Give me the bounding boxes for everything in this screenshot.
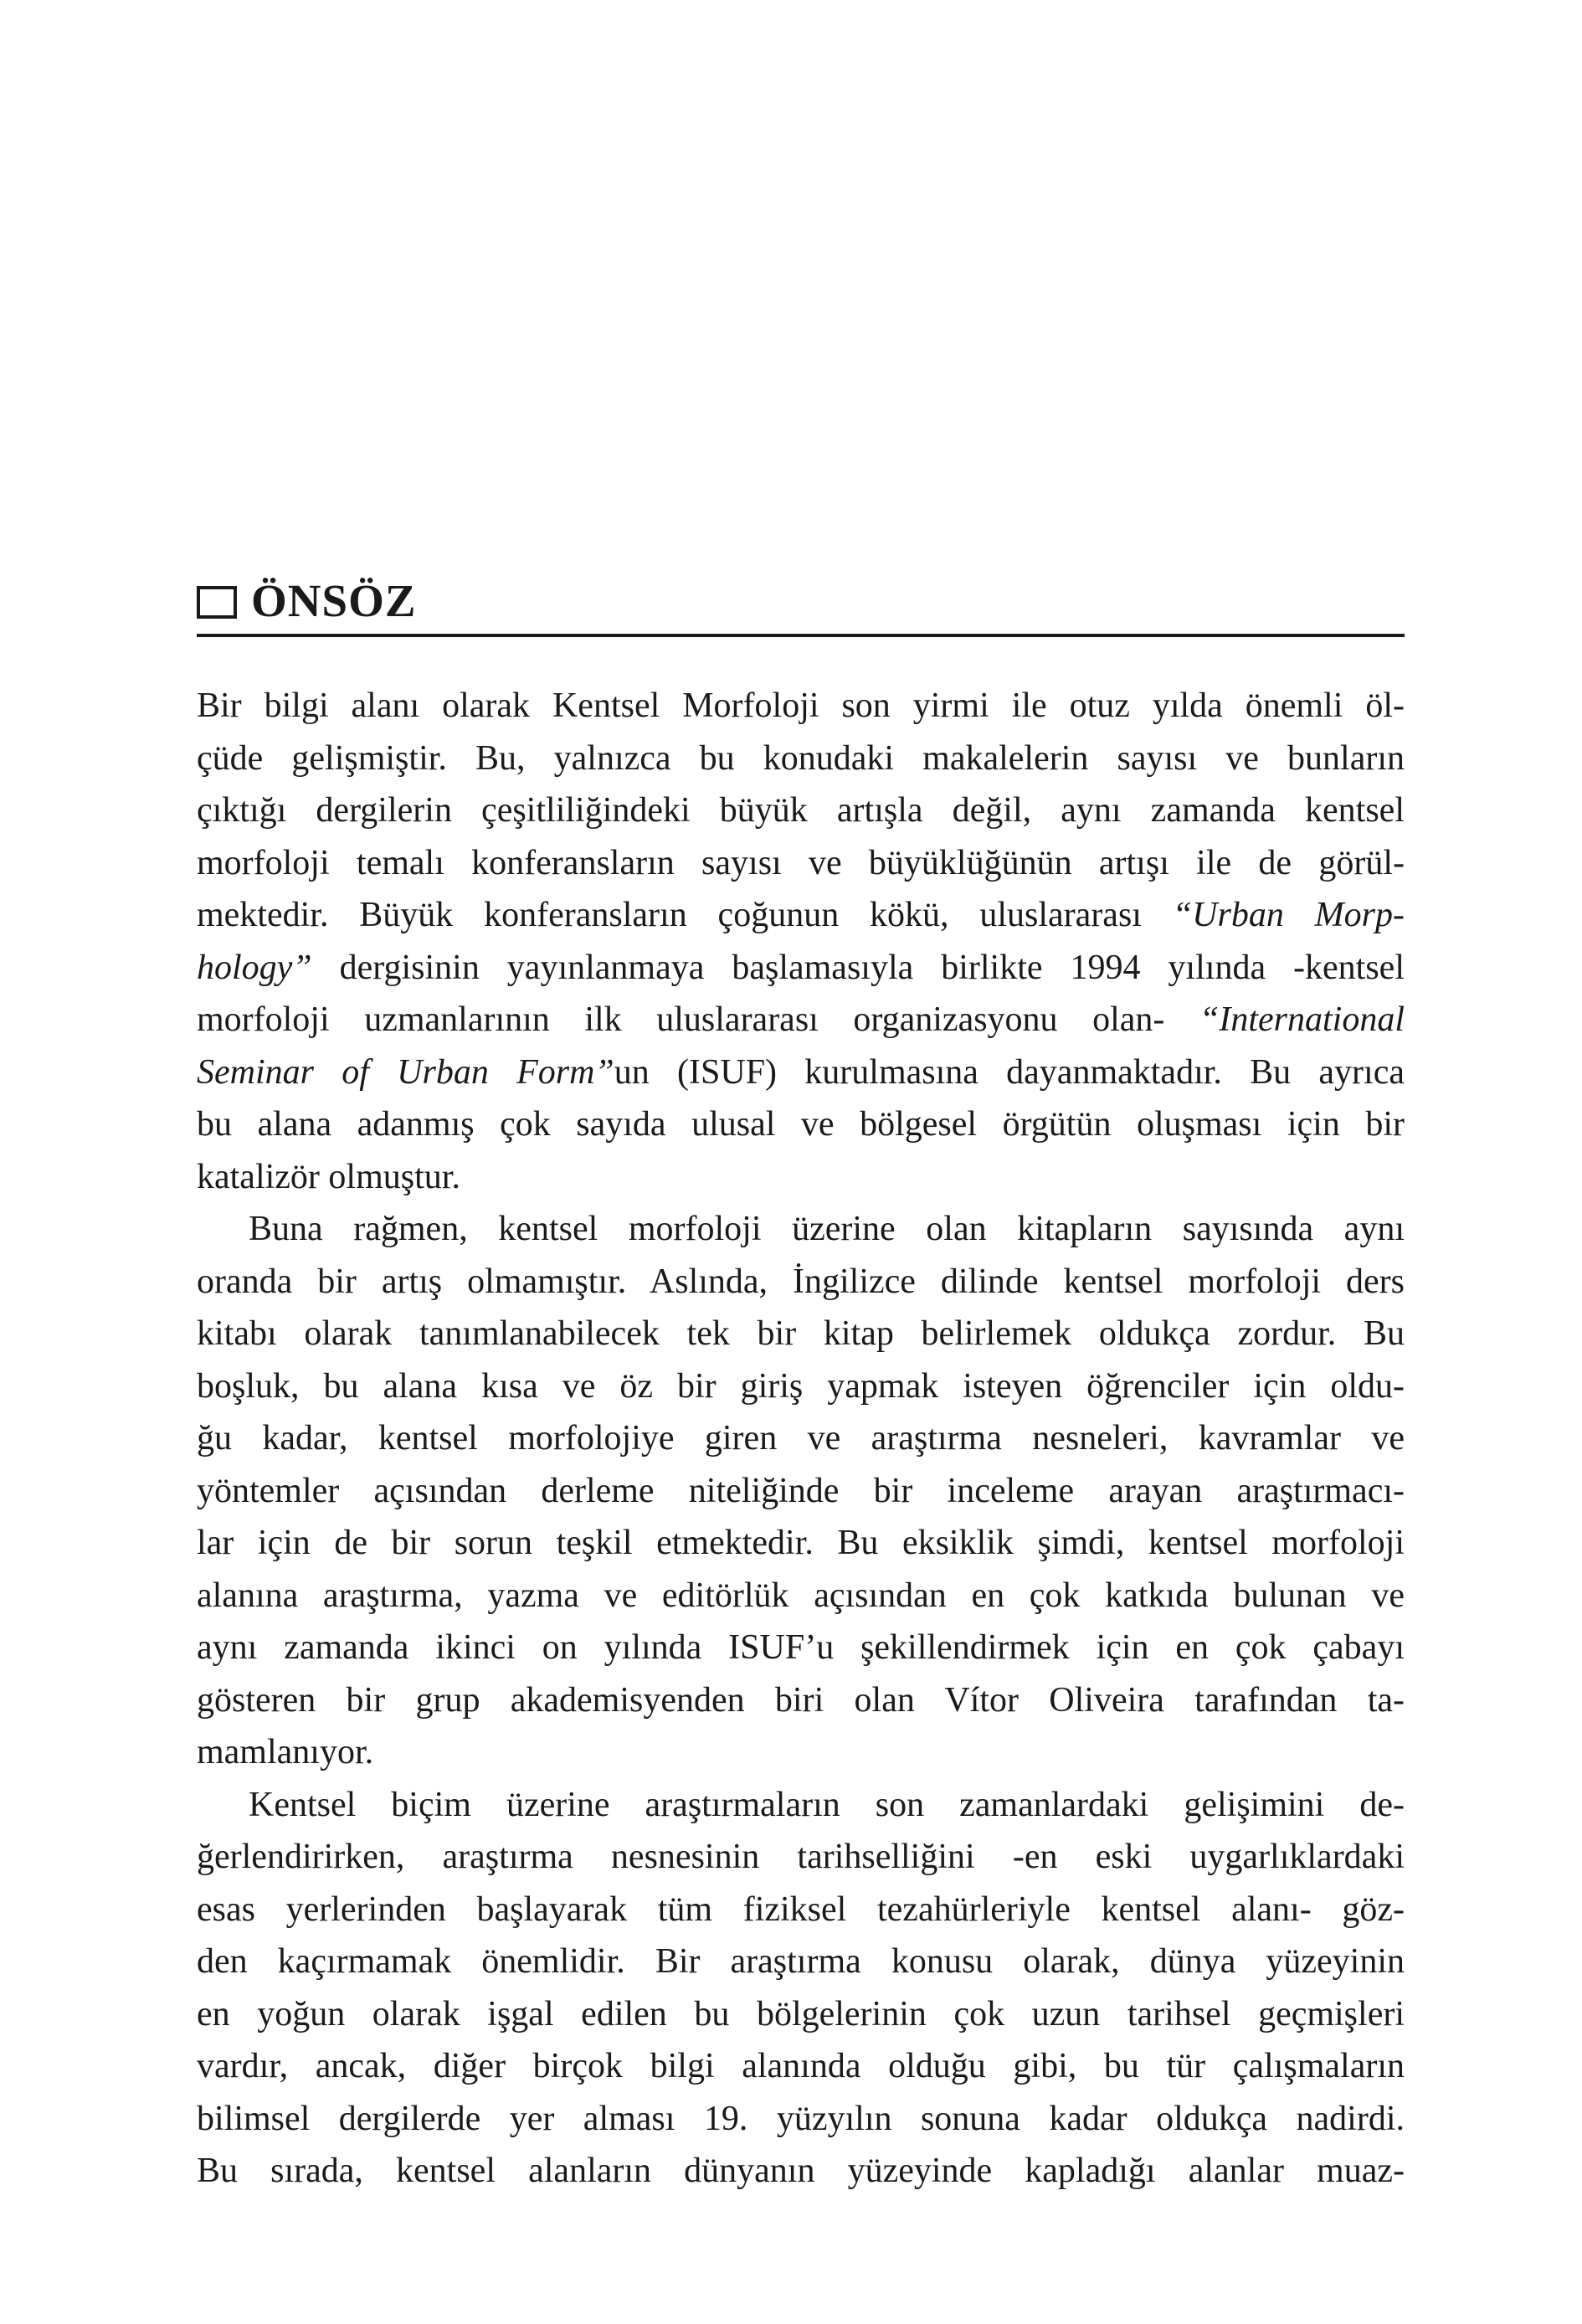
text-line bbox=[197, 1360, 1405, 1413]
paragraph bbox=[197, 1203, 1405, 1779]
text-segment: çıktığı dergilerin çeşitliliğindeki büyük artışla değil, aynı zamanda kentsel bbox=[197, 791, 1405, 830]
text-line bbox=[197, 1256, 1405, 1309]
text-segment: esas yerlerinden başlayarak tüm fiziksel tezahürleriyle kentsel alanı- göz- bbox=[197, 1890, 1405, 1929]
italic-text-segment: hology” bbox=[197, 948, 312, 987]
text-segment: ğerlendirirken, araştırma nesnesinin tarihselliğini -en eski uygarlıklardaki bbox=[197, 1838, 1405, 1876]
text-segment: morfoloji temalı konferansların sayısı ve büyüklüğünün artışı ile de görül- bbox=[197, 843, 1405, 882]
text-line bbox=[197, 2145, 1405, 2198]
text-line bbox=[197, 1726, 1405, 1779]
text-segment: Bu sırada, kentsel alanların dünyanın yüzeyinde kapladığı alanlar muaz- bbox=[197, 2152, 1405, 2190]
text-line bbox=[197, 1412, 1405, 1465]
text-line bbox=[197, 837, 1405, 890]
text-segment: gösteren bir grup akademisyenden biri olan Vítor Oliveira tarafından ta- bbox=[197, 1680, 1405, 1720]
text-segment: aynı zamanda ikinci on yılında ISUF’u şekillendirmek için en çok çabayı bbox=[197, 1628, 1405, 1667]
text-segment: morfoloji uzmanlarının ilk uluslararası organizasyonu olan- bbox=[197, 1000, 1199, 1039]
text-line bbox=[197, 994, 1405, 1046]
text-line bbox=[197, 2040, 1405, 2093]
text-segment: boşluk, bu alana kısa ve öz bir giriş yapmak isteyen öğrenciler için oldu- bbox=[197, 1366, 1405, 1406]
text-segment: kitabı olarak tanımlanabilecek tek bir kitap belirlemek oldukça zordur. Bu bbox=[197, 1314, 1405, 1353]
text-line bbox=[197, 1151, 1405, 1204]
text-segment: mamlanıyor. bbox=[197, 1733, 374, 1771]
text-line bbox=[197, 1936, 1405, 1988]
text-line bbox=[197, 1465, 1405, 1518]
text-line bbox=[197, 1831, 1405, 1884]
text-line bbox=[197, 1046, 1405, 1099]
text-segment: bilimsel dergilerde yer alması 19. yüzyılın sonuna kadar oldukça nadirdi. bbox=[197, 2099, 1405, 2138]
heading-rule-divider bbox=[197, 634, 1405, 637]
text-segment: yöntemler açısından derleme niteliğinde bir inceleme arayan araştırmacı- bbox=[197, 1471, 1405, 1510]
text-segment: lar için de bir sorun teşkil etmektedir. Bu eksiklik şimdi, kentsel morfoloji bbox=[197, 1524, 1405, 1562]
text-line bbox=[197, 2093, 1405, 2146]
text-line bbox=[197, 1570, 1405, 1622]
text-segment: Bir bilgi alanı olarak Kentsel Morfoloji son yirmi ile otuz yılda önemli öl- bbox=[197, 686, 1405, 725]
italic-text-segment: “International bbox=[1199, 1000, 1405, 1039]
italic-text-segment: Seminar of Urban Form” bbox=[197, 1052, 614, 1092]
text-line bbox=[197, 1674, 1405, 1727]
preface-heading bbox=[197, 575, 417, 626]
italic-text-segment: “Urban Morp- bbox=[1172, 896, 1405, 934]
text-line bbox=[197, 1884, 1405, 1936]
paragraph bbox=[197, 1779, 1405, 2198]
text-line bbox=[197, 1308, 1405, 1360]
text-segment: dergisinin yayınlanmaya başlamasıyla birlikte 1994 yılında -kentsel bbox=[311, 948, 1405, 987]
text-line bbox=[197, 1779, 1405, 1832]
paragraph bbox=[197, 680, 1405, 1203]
text-segment: Kentsel biçim üzerine araştırmaların son zamanlardaki gelişimini de- bbox=[249, 1785, 1405, 1824]
text-segment: bu alana adanmış çok sayıda ulusal ve bölgesel örgütün oluşması için bir bbox=[197, 1105, 1405, 1144]
text-line bbox=[197, 784, 1405, 837]
text-segment: en yoğun olarak işgal edilen bu bölgelerinin çok uzun tarihsel geçmişleri bbox=[197, 1994, 1405, 2034]
text-segment: katalizör olmuştur. bbox=[197, 1157, 460, 1196]
body-text bbox=[197, 680, 1405, 2198]
text-segment: un (ISUF) kurulmasına dayanmaktadır. Bu ayrıca bbox=[614, 1052, 1405, 1092]
text-segment: alanına araştırma, yazma ve editörlük açısından en çok katkıda bulunan ve bbox=[197, 1576, 1405, 1615]
text-line bbox=[197, 1203, 1405, 1256]
text-line bbox=[197, 942, 1405, 995]
text-segment: vardır, ancak, diğer birçok bilgi alanında olduğu gibi, bu tür çalışmaların bbox=[197, 2047, 1405, 2085]
text-line bbox=[197, 680, 1405, 733]
text-line bbox=[197, 733, 1405, 785]
text-line bbox=[197, 1622, 1405, 1674]
page-title: ÖNSÖZ bbox=[251, 575, 417, 626]
text-segment: mektedir. Büyük konferansların çoğunun kökü, uluslararası bbox=[197, 896, 1173, 934]
text-line bbox=[197, 1517, 1405, 1570]
text-line bbox=[197, 1988, 1405, 2041]
text-line bbox=[197, 889, 1405, 942]
text-segment: Buna rağmen, kentsel morfoloji üzerine olan kitapların sayısında aynı bbox=[249, 1210, 1405, 1248]
square-bullet-icon bbox=[197, 586, 237, 619]
text-segment: oranda bir artış olmamıştır. Aslında, İngilizce dilinde kentsel morfoloji ders bbox=[197, 1262, 1405, 1301]
text-segment: ğu kadar, kentsel morfolojiye giren ve araştırma nesneleri, kavramlar ve bbox=[197, 1419, 1405, 1458]
text-segment: den kaçırmamak önemlidir. Bir araştırma konusu olarak, dünya yüzeyinin bbox=[197, 1942, 1405, 1981]
text-segment: çüde gelişmiştir. Bu, yalnızca bu konudaki makalelerin sayısı ve bunların bbox=[197, 738, 1405, 778]
text-line bbox=[197, 1098, 1405, 1151]
